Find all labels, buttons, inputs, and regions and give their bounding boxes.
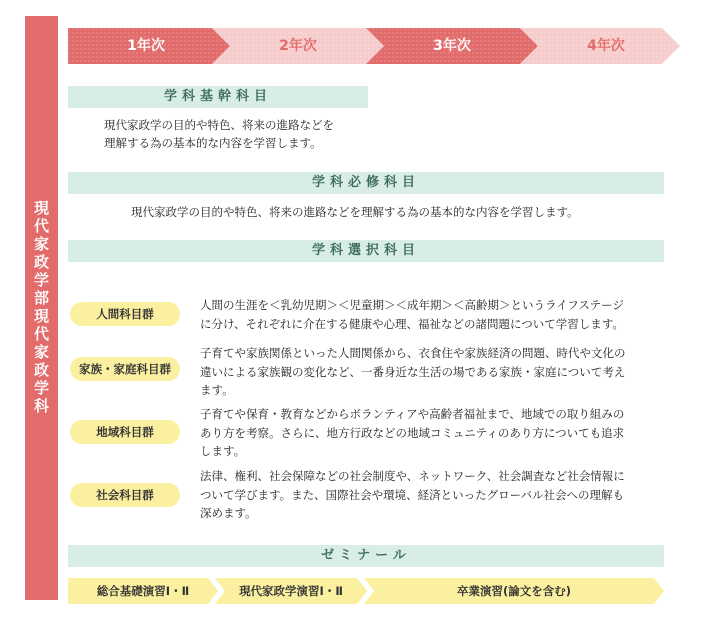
- group-human-line: 人間の生涯を＜乳幼児期＞＜児童期＞＜成年期＞＜高齢期＞というライフステージ: [200, 298, 624, 312]
- seminar-item-home-economics-label: 現代家政学演習Ⅰ・Ⅱ: [239, 584, 343, 598]
- group-family-line: 違いによる家族観の変化など、一番身近な生活の場である家族・家庭について考え: [200, 364, 626, 379]
- group-community-line: 子育てや保育・教育などからボランティアや高齢者福祉まで、地域での取り組みの: [200, 407, 625, 421]
- group-human-desc: [200, 296, 675, 333]
- seminar-item-graduation-label: 卒業演習(論文を含む): [456, 584, 571, 598]
- group-society-line: 法律、権利、社会保障などの社会制度や、ネットワーク、社会調査など社会情報に: [200, 469, 625, 483]
- group-family-desc: [200, 344, 675, 400]
- year-4-label: 4年次: [587, 38, 625, 54]
- group-community-pill: 地域科目群: [70, 420, 180, 444]
- group-community-desc: [200, 405, 675, 461]
- year-timeline: [68, 28, 680, 64]
- group-society-pill: 社会科目群: [70, 483, 180, 507]
- required-subjects-desc: 現代家政学の目的や特色、将来の進路などを理解する為の基本的な内容を学習します。: [131, 205, 579, 219]
- year-1-label: 1年次: [127, 38, 165, 54]
- group-family-line: ます。: [200, 383, 234, 397]
- group-community-line: あり方を考察。さらに、地方行政などの地域コミュニティのあり方についても追求: [200, 425, 625, 440]
- seminar-item-home-economics: [215, 578, 367, 604]
- group-society-desc: [200, 467, 675, 523]
- department-text: 現代家政学部現代家政学科: [32, 200, 50, 416]
- core-subjects-desc-1: 現代家政学の目的や特色、将来の進路などを: [104, 118, 334, 132]
- group-community-line: します。: [200, 444, 246, 458]
- required-subjects-header: 学科必修科目: [68, 172, 664, 194]
- seminar-item-graduation: [364, 578, 664, 604]
- group-family-pill: 家族・家庭科目群: [70, 357, 180, 381]
- core-subjects-desc-2: 理解する為の基本的な内容を学習します。: [104, 136, 322, 150]
- seminar-header: ゼミナール: [68, 545, 664, 567]
- core-subjects-header: 学科基幹科目: [68, 86, 368, 108]
- elective-subjects-header: 学科選択科目: [68, 240, 664, 262]
- seminar-item-basic-label: 総合基礎演習Ⅰ・Ⅱ: [96, 584, 190, 598]
- group-family-line: 子育てや家族関係といった人間関係から、衣食住や家族経済の問題、時代や文化の: [200, 346, 626, 360]
- group-society-line: ついて学びます。また、国際社会や環境、経済といったグローバル社会への理解も: [200, 487, 625, 502]
- group-society-line: 深めます。: [200, 506, 257, 520]
- year-3-label: 3年次: [433, 38, 471, 54]
- group-human-line: に分け、それぞれに介在する健康や心理、福祉などの諸問題について学習します。: [200, 316, 624, 331]
- year-2-label: 2年次: [279, 38, 317, 54]
- department-label: [25, 16, 58, 600]
- group-human-pill: 人間科目群: [70, 302, 180, 326]
- seminar-item-basic: [68, 578, 218, 604]
